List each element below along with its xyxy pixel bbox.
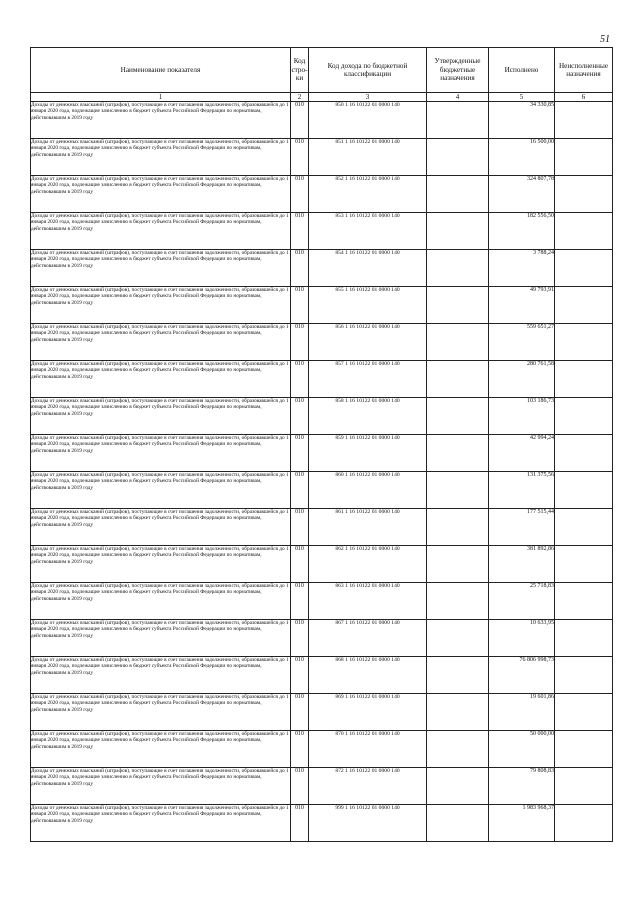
cell-line-code: 010 xyxy=(291,435,309,472)
table-row xyxy=(31,805,613,842)
table-row xyxy=(31,583,613,620)
cell-executed: 1 983 968,37 xyxy=(489,805,555,842)
cell-line-code: 010 xyxy=(291,731,309,768)
cell-executed: 19 601,86 xyxy=(489,694,555,731)
table-row xyxy=(31,250,613,287)
cell-line-code: 010 xyxy=(291,472,309,509)
cell-income-code: 857 1 16 10122 01 0000 140 xyxy=(309,361,427,398)
cell-name: Доходы от денежных взысканий (штрафов), поступающие в счет погашения задолженности, образовавшейся до 1 января 2020 года, подлежащие зачислению в бюджет субъекта Российской Федерации по нормативам, действовавшим в 2019 году xyxy=(31,213,291,250)
cell-line-code: 010 xyxy=(291,250,309,287)
header-unexecuted: Неисполненные назначения xyxy=(555,48,613,93)
table-row xyxy=(31,731,613,768)
column-number: 4 xyxy=(427,93,489,102)
cell-executed: 49 793,91 xyxy=(489,287,555,324)
cell-approved xyxy=(427,398,489,435)
column-number: 5 xyxy=(489,93,555,102)
cell-approved xyxy=(427,287,489,324)
cell-executed: 10 633,95 xyxy=(489,620,555,657)
cell-name: Доходы от денежных взысканий (штрафов), поступающие в счет погашения задолженности, образовавшейся до 1 января 2020 года, подлежащие зачислению в бюджет субъекта Российской Федерации по нормативам, действовавшим в 2019 году xyxy=(31,435,291,472)
cell-line-code: 010 xyxy=(291,805,309,842)
cell-unexecuted xyxy=(555,620,613,657)
cell-unexecuted xyxy=(555,546,613,583)
cell-unexecuted xyxy=(555,361,613,398)
page-number: 51 xyxy=(600,34,610,45)
cell-approved xyxy=(427,620,489,657)
cell-executed: 76 806 998,73 xyxy=(489,657,555,694)
cell-income-code: 858 1 16 10122 01 0000 140 xyxy=(309,398,427,435)
column-number: 6 xyxy=(555,93,613,102)
table-row xyxy=(31,435,613,472)
cell-unexecuted xyxy=(555,472,613,509)
cell-name: Доходы от денежных взысканий (штрафов), поступающие в счет погашения задолженности, образовавшейся до 1 января 2020 года, подлежащие зачислению в бюджет субъекта Российской Федерации по нормативам, действовавшим в 2019 году xyxy=(31,102,291,139)
cell-income-code: 851 1 16 10122 01 0000 140 xyxy=(309,139,427,176)
cell-unexecuted xyxy=(555,805,613,842)
cell-executed: 3 788,24 xyxy=(489,250,555,287)
cell-line-code: 010 xyxy=(291,620,309,657)
cell-line-code: 010 xyxy=(291,398,309,435)
cell-name: Доходы от денежных взысканий (штрафов), поступающие в счет погашения задолженности, образовавшейся до 1 января 2020 года, подлежащие зачислению в бюджет субъекта Российской Федерации по нормативам, действовавшим в 2019 году xyxy=(31,398,291,435)
cell-income-code: 862 1 16 10122 01 0000 140 xyxy=(309,546,427,583)
cell-income-code: 869 1 16 10122 01 0000 140 xyxy=(309,694,427,731)
cell-name: Доходы от денежных взысканий (штрафов), поступающие в счет погашения задолженности, образовавшейся до 1 января 2020 года, подлежащие зачислению в бюджет субъекта Российской Федерации по нормативам, действовавшим в 2019 году xyxy=(31,139,291,176)
cell-name: Доходы от денежных взысканий (штрафов), поступающие в счет погашения задолженности, образовавшейся до 1 января 2020 года, подлежащие зачислению в бюджет субъекта Российской Федерации по нормативам, действовавшим в 2019 году xyxy=(31,472,291,509)
cell-name: Доходы от денежных взысканий (штрафов), поступающие в счет погашения задолженности, образовавшейся до 1 января 2020 года, подлежащие зачислению в бюджет субъекта Российской Федерации по нормативам, действовавшим в 2019 году xyxy=(31,657,291,694)
cell-income-code: 870 1 16 10122 01 0000 140 xyxy=(309,731,427,768)
cell-income-code: 859 1 16 10122 01 0000 140 xyxy=(309,435,427,472)
cell-approved xyxy=(427,731,489,768)
cell-approved xyxy=(427,176,489,213)
cell-approved xyxy=(427,361,489,398)
table-row xyxy=(31,324,613,361)
cell-line-code: 010 xyxy=(291,102,309,139)
cell-name: Доходы от денежных взысканий (штрафов), поступающие в счет погашения задолженности, образовавшейся до 1 января 2020 года, подлежащие зачислению в бюджет субъекта Российской Федерации по нормативам, действовавшим в 2019 году xyxy=(31,250,291,287)
cell-executed: 103 186,73 xyxy=(489,398,555,435)
cell-line-code: 010 xyxy=(291,324,309,361)
cell-unexecuted xyxy=(555,176,613,213)
cell-approved xyxy=(427,213,489,250)
table-row xyxy=(31,361,613,398)
cell-executed: 16 500,00 xyxy=(489,139,555,176)
cell-unexecuted xyxy=(555,324,613,361)
cell-income-code: 872 1 16 10122 01 0000 140 xyxy=(309,768,427,805)
table-row xyxy=(31,657,613,694)
cell-name: Доходы от денежных взысканий (штрафов), поступающие в счет погашения задолженности, образовавшейся до 1 января 2020 года, подлежащие зачислению в бюджет субъекта Российской Федерации по нормативам, действовавшим в 2019 году xyxy=(31,324,291,361)
cell-approved xyxy=(427,472,489,509)
cell-line-code: 010 xyxy=(291,509,309,546)
cell-name: Доходы от денежных взысканий (штрафов), поступающие в счет погашения задолженности, образовавшейся до 1 января 2020 года, подлежащие зачислению в бюджет субъекта Российской Федерации по нормативам, действовавшим в 2019 году xyxy=(31,176,291,213)
cell-name: Доходы от денежных взысканий (штрафов), поступающие в счет погашения задолженности, образовавшейся до 1 января 2020 года, подлежащие зачислению в бюджет субъекта Российской Федерации по нормативам, действовавшим в 2019 году xyxy=(31,620,291,657)
cell-approved xyxy=(427,694,489,731)
cell-unexecuted xyxy=(555,768,613,805)
cell-line-code: 010 xyxy=(291,361,309,398)
cell-unexecuted xyxy=(555,250,613,287)
header-approved: Утвержденные бюджетные назначения xyxy=(427,48,489,93)
table-body xyxy=(31,102,613,842)
table-row xyxy=(31,139,613,176)
cell-executed: 559 651,27 xyxy=(489,324,555,361)
cell-executed: 131 375,56 xyxy=(489,472,555,509)
cell-approved xyxy=(427,657,489,694)
cell-name: Доходы от денежных взысканий (штрафов), поступающие в счет погашения задолженности, образовавшейся до 1 января 2020 года, подлежащие зачислению в бюджет субъекта Российской Федерации по нормативам, действовавшим в 2019 году xyxy=(31,583,291,620)
cell-income-code: 861 1 16 10122 01 0000 140 xyxy=(309,509,427,546)
cell-unexecuted xyxy=(555,731,613,768)
table-row xyxy=(31,620,613,657)
cell-executed: 324 807,78 xyxy=(489,176,555,213)
cell-unexecuted xyxy=(555,509,613,546)
cell-name: Доходы от денежных взысканий (штрафов), поступающие в счет погашения задолженности, образовавшейся до 1 января 2020 года, подлежащие зачислению в бюджет субъекта Российской Федерации по нормативам, действовавшим в 2019 году xyxy=(31,694,291,731)
cell-approved xyxy=(427,583,489,620)
table-row xyxy=(31,768,613,805)
column-number: 2 xyxy=(291,93,309,102)
cell-line-code: 010 xyxy=(291,657,309,694)
cell-approved xyxy=(427,546,489,583)
table-row xyxy=(31,213,613,250)
column-number-row xyxy=(31,93,613,102)
cell-executed: 381 892,86 xyxy=(489,546,555,583)
cell-income-code: 863 1 16 10122 01 0000 140 xyxy=(309,583,427,620)
table-row xyxy=(31,546,613,583)
cell-name: Доходы от денежных взысканий (штрафов), поступающие в счет погашения задолженности, образовавшейся до 1 января 2020 года, подлежащие зачислению в бюджет субъекта Российской Федерации по нормативам, действовавшим в 2019 году xyxy=(31,287,291,324)
cell-name: Доходы от денежных взысканий (штрафов), поступающие в счет погашения задолженности, образовавшейся до 1 января 2020 года, подлежащие зачислению в бюджет субъекта Российской Федерации по нормативам, действовавшим в 2019 году xyxy=(31,546,291,583)
cell-line-code: 010 xyxy=(291,768,309,805)
cell-executed: 34 330,85 xyxy=(489,102,555,139)
header-executed: Исполнено xyxy=(489,48,555,93)
income-report-table xyxy=(30,47,613,842)
cell-unexecuted xyxy=(555,287,613,324)
cell-approved xyxy=(427,435,489,472)
cell-income-code: 999 1 16 10122 01 0000 140 xyxy=(309,805,427,842)
cell-income-code: 853 1 16 10122 01 0000 140 xyxy=(309,213,427,250)
cell-executed: 79 808,83 xyxy=(489,768,555,805)
header-line-code: Код стро- ки xyxy=(291,48,309,93)
cell-approved xyxy=(427,768,489,805)
cell-executed: 42 994,24 xyxy=(489,435,555,472)
table-row xyxy=(31,102,613,139)
cell-unexecuted xyxy=(555,694,613,731)
cell-approved xyxy=(427,805,489,842)
cell-approved xyxy=(427,139,489,176)
cell-line-code: 010 xyxy=(291,694,309,731)
cell-income-code: 850 1 16 10122 01 0000 140 xyxy=(309,102,427,139)
cell-name: Доходы от денежных взысканий (штрафов), поступающие в счет погашения задолженности, образовавшейся до 1 января 2020 года, подлежащие зачислению в бюджет субъекта Российской Федерации по нормативам, действовавшим в 2019 году xyxy=(31,768,291,805)
table-row xyxy=(31,694,613,731)
cell-income-code: 855 1 16 10122 01 0000 140 xyxy=(309,287,427,324)
cell-executed: 280 761,58 xyxy=(489,361,555,398)
cell-line-code: 010 xyxy=(291,176,309,213)
cell-income-code: 856 1 16 10122 01 0000 140 xyxy=(309,324,427,361)
table-row xyxy=(31,398,613,435)
header-name: Наименование показателя xyxy=(31,48,291,93)
cell-unexecuted xyxy=(555,139,613,176)
cell-line-code: 010 xyxy=(291,287,309,324)
cell-unexecuted xyxy=(555,102,613,139)
table-row xyxy=(31,287,613,324)
cell-approved xyxy=(427,102,489,139)
header-row xyxy=(31,48,613,93)
cell-name: Доходы от денежных взысканий (штрафов), поступающие в счет погашения задолженности, образовавшейся до 1 января 2020 года, подлежащие зачислению в бюджет субъекта Российской Федерации по нормативам, действовавшим в 2019 году xyxy=(31,509,291,546)
cell-income-code: 860 1 16 10122 01 0000 140 xyxy=(309,472,427,509)
cell-income-code: 852 1 16 10122 01 0000 140 xyxy=(309,176,427,213)
cell-approved xyxy=(427,509,489,546)
cell-name: Доходы от денежных взысканий (штрафов), поступающие в счет погашения задолженности, образовавшейся до 1 января 2020 года, подлежащие зачислению в бюджет субъекта Российской Федерации по нормативам, действовавшим в 2019 году xyxy=(31,805,291,842)
cell-line-code: 010 xyxy=(291,213,309,250)
cell-name: Доходы от денежных взысканий (штрафов), поступающие в счет погашения задолженности, образовавшейся до 1 января 2020 года, подлежащие зачислению в бюджет субъекта Российской Федерации по нормативам, действовавшим в 2019 году xyxy=(31,731,291,768)
cell-unexecuted xyxy=(555,398,613,435)
table-row xyxy=(31,509,613,546)
cell-executed: 25 718,83 xyxy=(489,583,555,620)
cell-approved xyxy=(427,324,489,361)
cell-income-code: 867 1 16 10122 01 0000 140 xyxy=(309,620,427,657)
cell-name: Доходы от денежных взысканий (штрафов), поступающие в счет погашения задолженности, образовавшейся до 1 января 2020 года, подлежащие зачислению в бюджет субъекта Российской Федерации по нормативам, действовавшим в 2019 году xyxy=(31,361,291,398)
cell-approved xyxy=(427,250,489,287)
cell-executed: 182 556,50 xyxy=(489,213,555,250)
column-number: 3 xyxy=(309,93,427,102)
cell-executed: 177 515,44 xyxy=(489,509,555,546)
cell-unexecuted xyxy=(555,657,613,694)
header-income-code: Код дохода по бюджетной классификации xyxy=(309,48,427,93)
table-row xyxy=(31,472,613,509)
cell-income-code: 868 1 16 10122 01 0000 140 xyxy=(309,657,427,694)
cell-line-code: 010 xyxy=(291,546,309,583)
table-row xyxy=(31,176,613,213)
cell-line-code: 010 xyxy=(291,139,309,176)
cell-executed: 50 000,00 xyxy=(489,731,555,768)
cell-unexecuted xyxy=(555,213,613,250)
column-number: 1 xyxy=(31,93,291,102)
cell-unexecuted xyxy=(555,583,613,620)
cell-unexecuted xyxy=(555,435,613,472)
cell-line-code: 010 xyxy=(291,583,309,620)
cell-income-code: 854 1 16 10122 01 0000 140 xyxy=(309,250,427,287)
